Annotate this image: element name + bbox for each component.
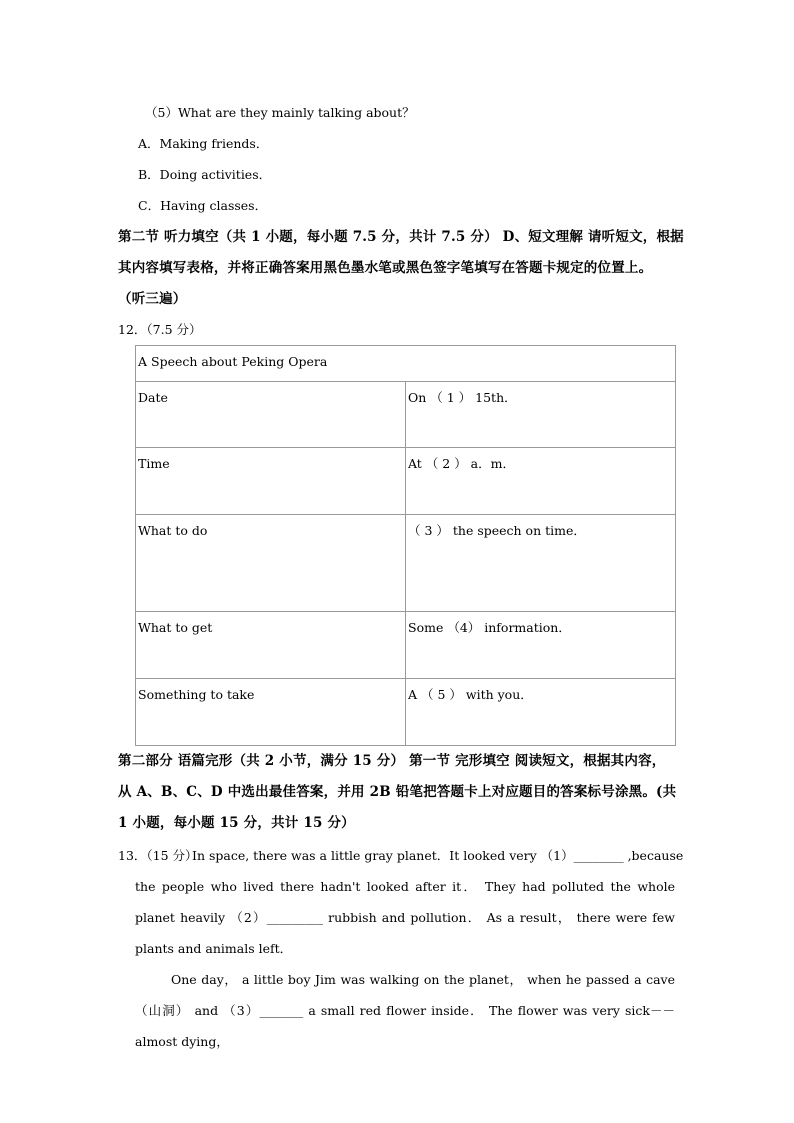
part-2-line-2: 从 A、B、C、D 中选出最佳答案，并用 2B 铅笔把答题卡上对应题目的答案标号涂黑。(共: [118, 784, 677, 800]
section-2-line-3: （听三遍）: [118, 291, 187, 307]
table-title-row: [136, 346, 676, 382]
row-value: （ 3 ） the speech on time．: [406, 515, 676, 612]
table-title: A Speech about Peking Opera: [136, 346, 676, 382]
row-label: Something to take: [136, 679, 406, 746]
table-row: [136, 612, 676, 679]
table-row: [136, 679, 676, 746]
table-row: [136, 448, 676, 515]
row-value: A （ 5 ） with you．: [406, 679, 676, 746]
table-row: [136, 382, 676, 448]
row-label: Time: [136, 448, 406, 515]
option-a: A．Making friends．: [138, 136, 269, 151]
row-value: On （ 1 ） 15th．: [406, 382, 676, 448]
section-2-line-2: 其内容填写表格，并将正确答案用黑色墨水笔或黑色签字笔填写在答题卡规定的位置上。: [118, 260, 653, 276]
section-2-line-1: 第二节 听力填空（共 1 小题，每小题 7.5 分，共计 7.5 分） D、短文理解 请听短文，根据: [118, 229, 684, 245]
question-12-number: 12．（7.5 分）: [118, 322, 202, 337]
row-label: What to get: [136, 612, 406, 679]
passage-first-line: In space, there was a little gray planet．It looked very （1）________ ,because: [192, 848, 684, 863]
part-2-line-3: 1 小题，每小题 15 分，共计 15 分）: [118, 815, 355, 831]
passage-paragraph-2: One day， a little boy Jim was walking on the planet， when he passed a cave（山洞） and （3）_______ a small red flower inside． The flower was very sick－－almost dying，: [135, 972, 675, 1049]
row-label: Date: [136, 382, 406, 448]
row-value: At （ 2 ） a．m．: [406, 448, 676, 515]
table-row: [136, 515, 676, 612]
passage-paragraph-1: the people who lived there hadn't looked after it． They had polluted the whole planet heavily （2）_________ rubbish and pollution． As a result， there were few plants and animals left．: [135, 879, 675, 956]
row-label: What to do: [136, 515, 406, 612]
question-5-text: （5）What are they mainly talking about？: [145, 105, 415, 120]
question-13-number: 13．（15 分）: [118, 848, 198, 863]
row-value: Some （4） information．: [406, 612, 676, 679]
speech-info-table: [135, 345, 676, 746]
option-c: C．Having classes．: [138, 198, 268, 213]
part-2-line-1: 第二部分 语篇完形（共 2 小节，满分 15 分） 第一节 完形填空 阅读短文，根据其内容，: [118, 753, 666, 769]
option-b: B．Doing activities．: [138, 167, 272, 182]
